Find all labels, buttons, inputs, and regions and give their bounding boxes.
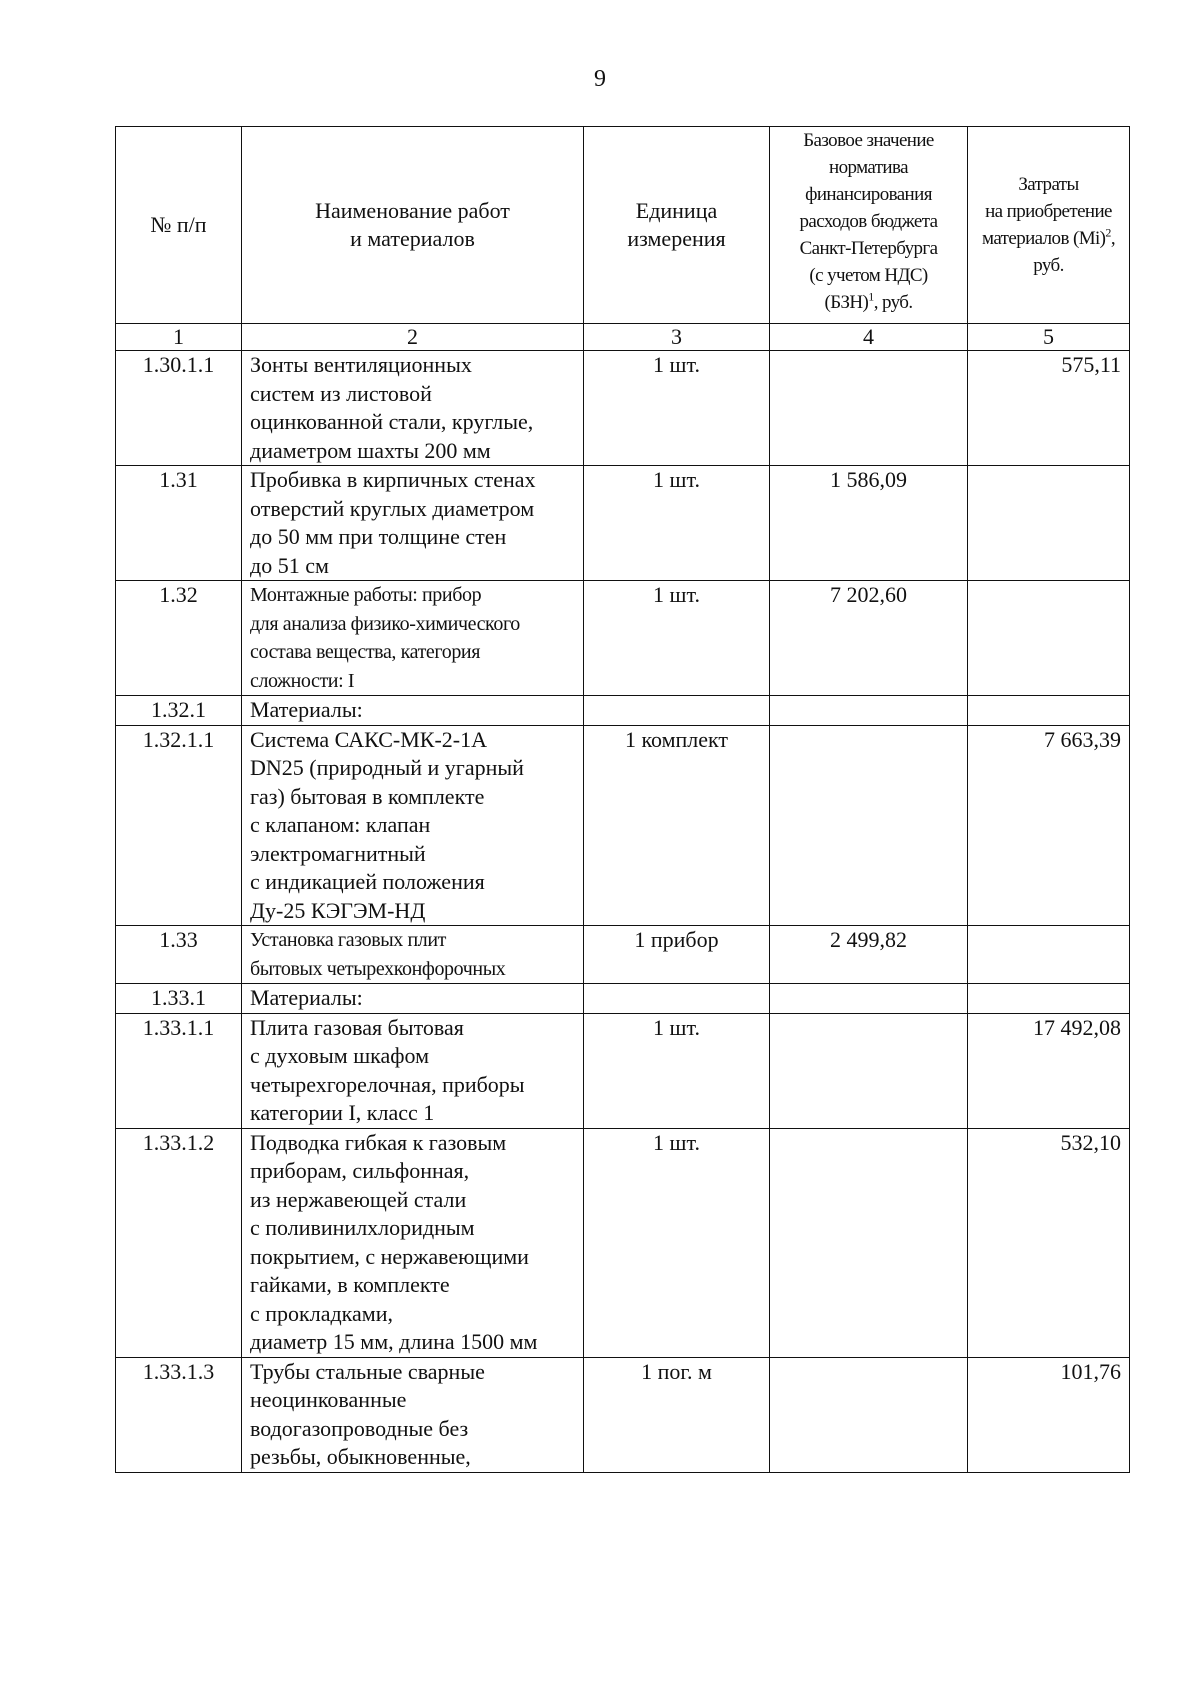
table-row: [116, 984, 1130, 1014]
row-name: Пробивка в кирпичных стенах отверстий круглых диаметром до 50 мм при толщине стен до 51 см: [242, 466, 584, 581]
row-unit: 1 пог. м: [584, 1357, 770, 1472]
row-name: Подводка гибкая к газовым приборам, сильфонная, из нержавеющей стали с поливинилхлоридным покрытием, с нержавеющими гайками, в комплекте с прокладками, диаметр 15 мм, длина 1500 мм: [242, 1128, 584, 1357]
row-material-cost: [968, 926, 1130, 984]
table-row: [116, 466, 1130, 581]
table-row: [116, 1128, 1130, 1357]
row-material-cost: [968, 696, 1130, 726]
row-name: Плита газовая бытовая с духовым шкафом четырехгорелочная, приборы категории I, класс 1: [242, 1013, 584, 1128]
row-code: 1.32: [116, 581, 242, 696]
row-code: 1.33.1: [116, 984, 242, 1014]
column-number-row: [116, 324, 1130, 351]
row-name: Система САКС-МК-2-1А DN25 (природный и угарный газ) бытовая в комплекте с клапаном: клапан электромагнитный с индикацией положения Ду-25 КЭГЭМ-НД: [242, 725, 584, 926]
row-material-cost: 532,10: [968, 1128, 1130, 1357]
column-number: 3: [584, 324, 770, 351]
table-row: [116, 1357, 1130, 1472]
header-material-cost-unit: , руб.: [1033, 228, 1115, 276]
row-material-cost: 101,76: [968, 1357, 1130, 1472]
row-unit: 1 шт.: [584, 581, 770, 696]
row-base-value: [770, 351, 968, 466]
header-name-text: Наименование работ и материалов: [315, 198, 510, 251]
page-number: 9: [594, 66, 606, 92]
row-base-value: [770, 1357, 968, 1472]
table-row: [116, 725, 1130, 926]
row-name: Зонты вентиляционных систем из листовой оцинкованной стали, круглые, диаметром шахты 200 мм: [242, 351, 584, 466]
row-base-value: 7 202,60: [770, 581, 968, 696]
header-material-cost-text: Затраты на приобретение материалов (Mi): [982, 174, 1112, 249]
table-header-row: [116, 127, 1130, 324]
row-unit: 1 комплект: [584, 725, 770, 926]
table-row: [116, 696, 1130, 726]
column-number: 1: [116, 324, 242, 351]
row-name: Установка газовых плит бытовых четырехконфорочных: [242, 926, 584, 984]
norms-table: [115, 126, 1130, 1473]
row-unit: [584, 696, 770, 726]
row-material-cost: 575,11: [968, 351, 1130, 466]
row-base-value: [770, 1013, 968, 1128]
row-base-value: [770, 696, 968, 726]
header-number: [116, 127, 242, 324]
column-number: 4: [770, 324, 968, 351]
table-row: [116, 581, 1130, 696]
row-name: Монтажные работы: прибор для анализа физико-химического состава вещества, категория сложности: I: [242, 581, 584, 696]
header-base-value-unit: , руб.: [873, 292, 913, 313]
row-code: 1.30.1.1: [116, 351, 242, 466]
header-unit-text: Единица измерения: [627, 198, 726, 251]
row-base-value: [770, 984, 968, 1014]
header-base-value-text: Базовое значение норматива финансирования расходов бюджета Санкт-Петербурга (с учетом НДС) (БЗН): [799, 130, 938, 313]
header-unit: [584, 127, 770, 324]
row-material-cost: [968, 984, 1130, 1014]
row-code: 1.33: [116, 926, 242, 984]
row-code: 1.33.1.3: [116, 1357, 242, 1472]
row-base-value: [770, 725, 968, 926]
row-code: 1.33.1.1: [116, 1013, 242, 1128]
column-number: 2: [242, 324, 584, 351]
row-base-value: 1 586,09: [770, 466, 968, 581]
row-code: 1.32.1: [116, 696, 242, 726]
row-name: Материалы:: [242, 696, 584, 726]
row-material-cost: 17 492,08: [968, 1013, 1130, 1128]
row-code: 1.33.1.2: [116, 1128, 242, 1357]
header-base-value: [770, 127, 968, 324]
table-row: [116, 926, 1130, 984]
row-material-cost: [968, 466, 1130, 581]
row-unit: 1 шт.: [584, 351, 770, 466]
footnote-mark-1: 1: [868, 289, 874, 304]
row-name: Трубы стальные сварные неоцинкованные водогазопроводные без резьбы, обыкновенные,: [242, 1357, 584, 1472]
row-code: 1.31: [116, 466, 242, 581]
table-row: [116, 351, 1130, 466]
row-material-cost: 7 663,39: [968, 725, 1130, 926]
table-row: [116, 1013, 1130, 1128]
footnote-mark-2: 2: [1105, 225, 1111, 240]
row-base-value: [770, 1128, 968, 1357]
row-name: Материалы:: [242, 984, 584, 1014]
header-number-text: № п/п: [150, 212, 207, 237]
row-code: 1.32.1.1: [116, 725, 242, 926]
row-unit: [584, 984, 770, 1014]
row-base-value: 2 499,82: [770, 926, 968, 984]
row-unit: 1 шт.: [584, 1128, 770, 1357]
column-number: 5: [968, 324, 1130, 351]
header-material-cost: [968, 127, 1130, 324]
row-unit: 1 прибор: [584, 926, 770, 984]
row-unit: 1 шт.: [584, 466, 770, 581]
row-unit: 1 шт.: [584, 1013, 770, 1128]
row-material-cost: [968, 581, 1130, 696]
header-name: [242, 127, 584, 324]
